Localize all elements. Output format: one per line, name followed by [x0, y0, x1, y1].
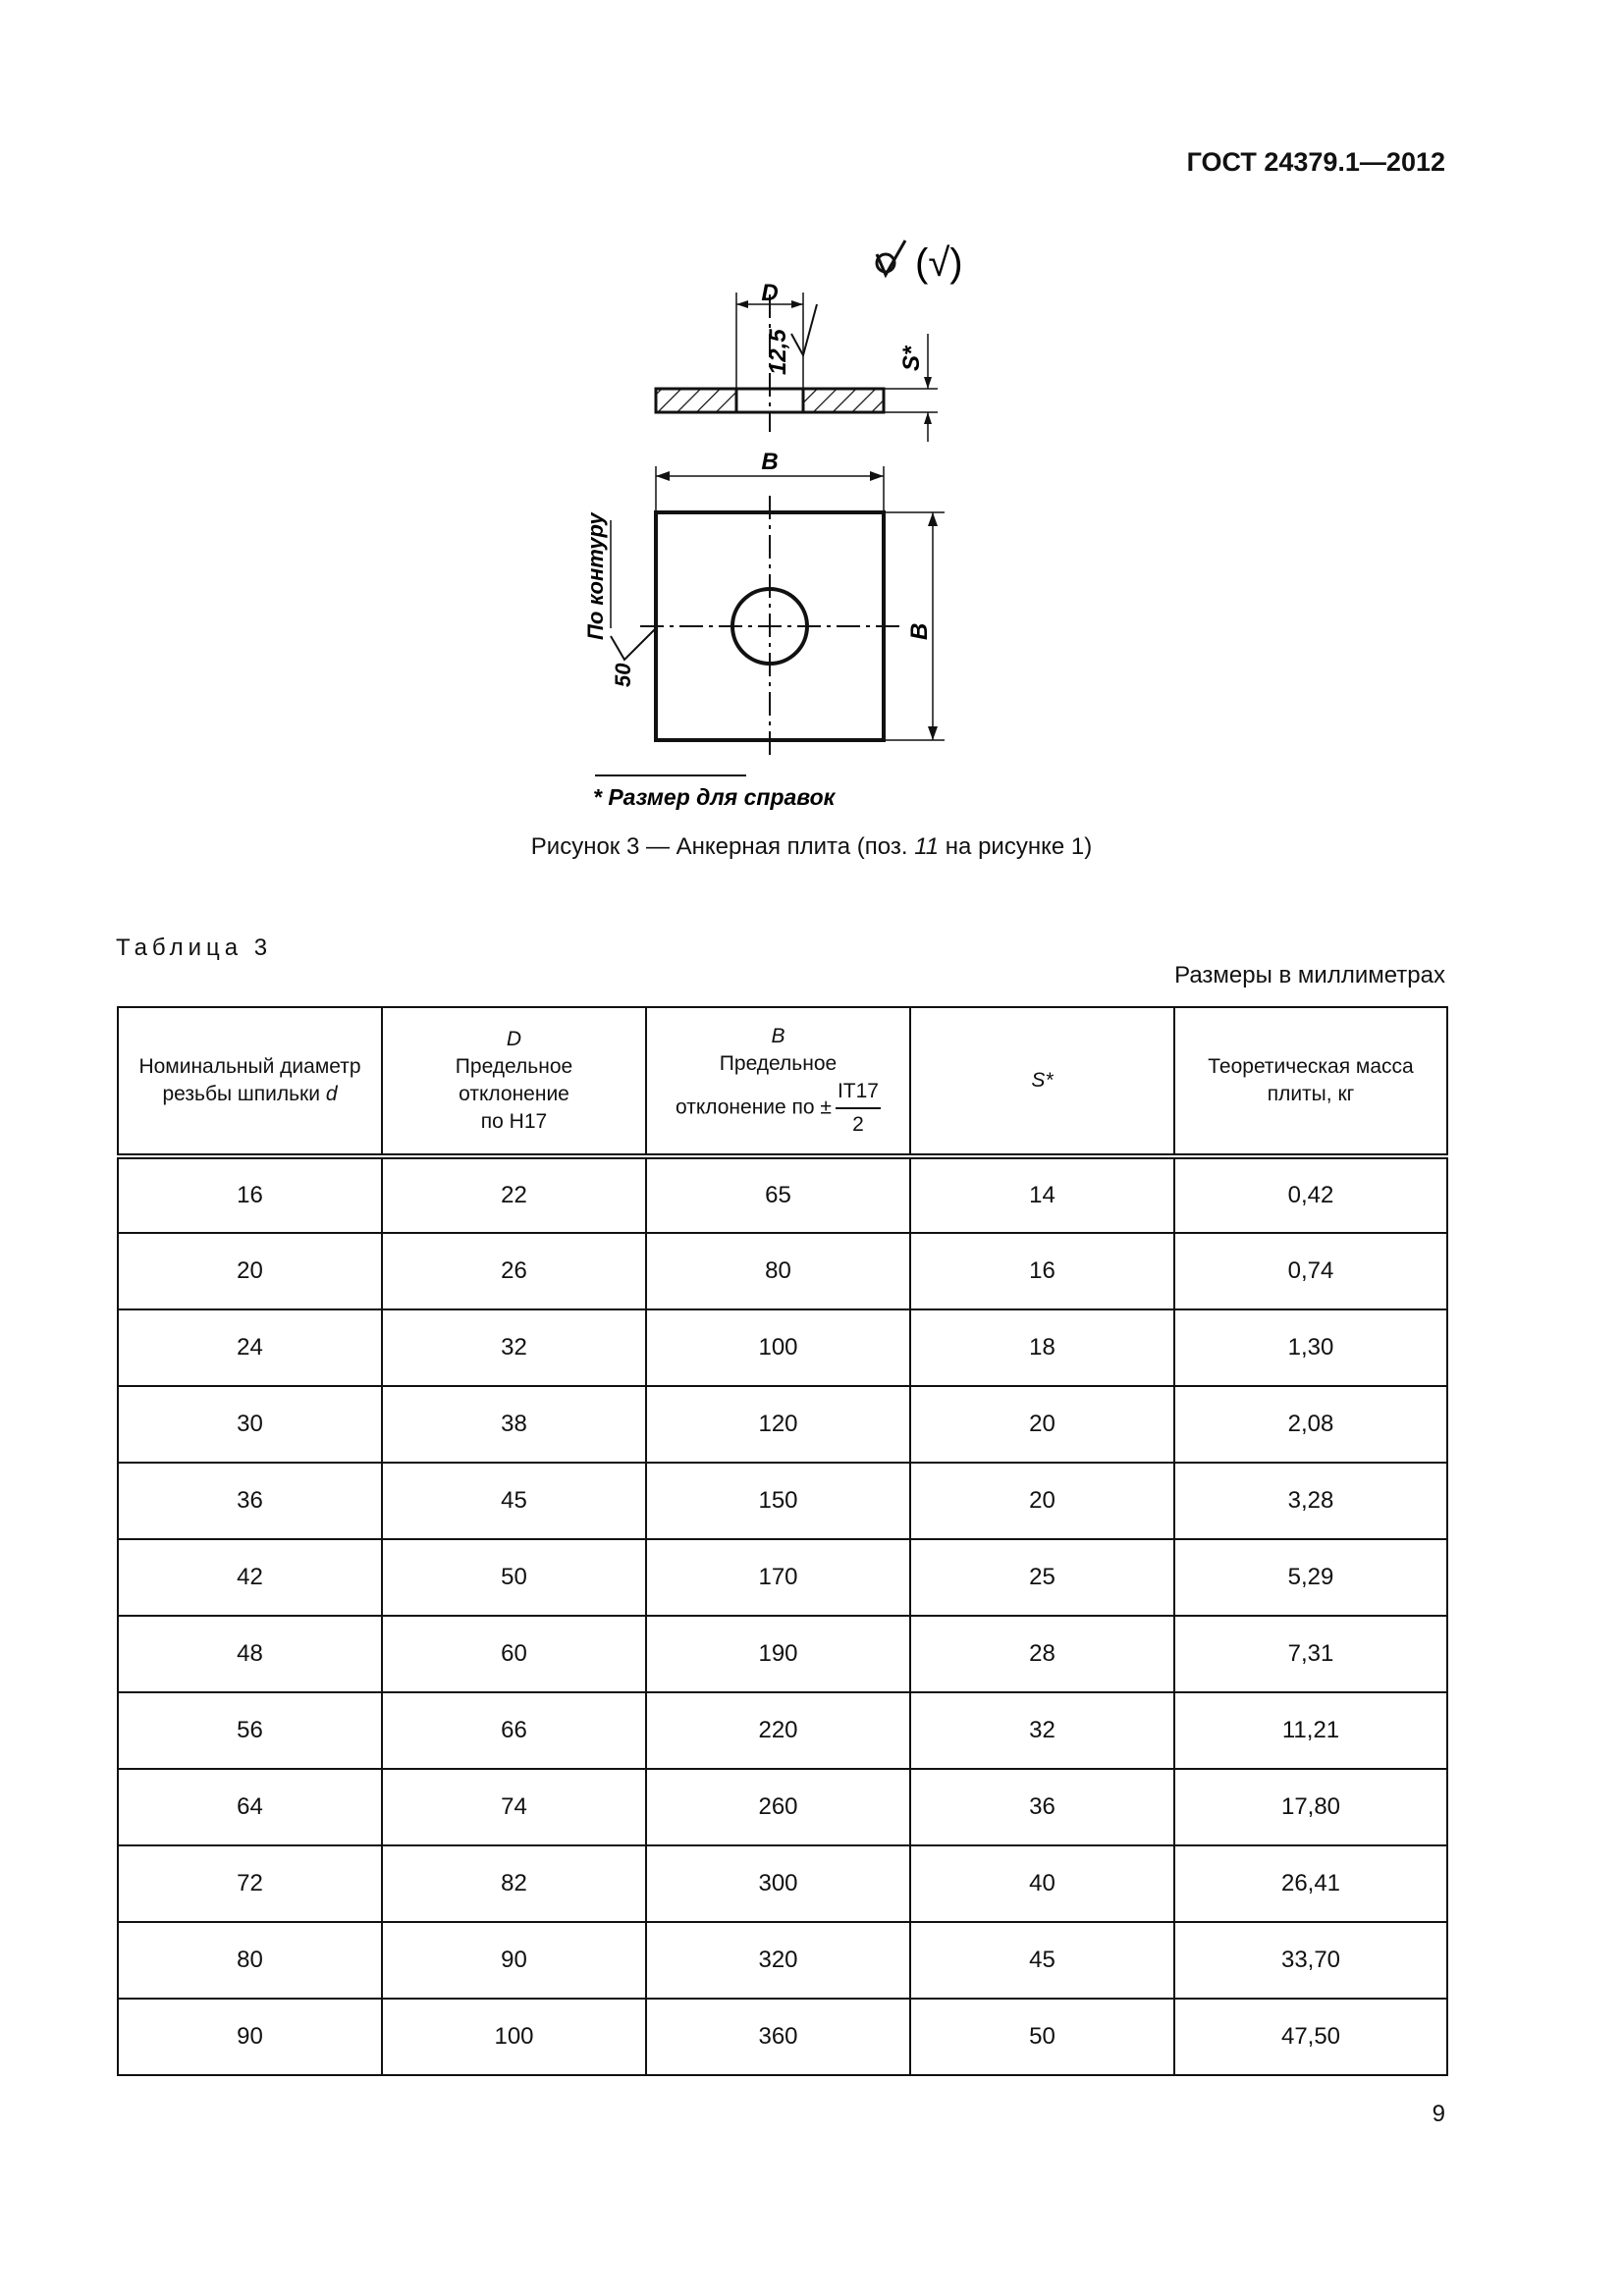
table-cell: 0,42: [1174, 1156, 1447, 1233]
table-cell: 20: [118, 1233, 382, 1309]
table-row: [118, 1769, 1447, 1845]
table-cell: 42: [118, 1539, 382, 1616]
table-cell: 50: [910, 1999, 1174, 2075]
table-cell: 26,41: [1174, 1845, 1447, 1922]
table-cell: 80: [118, 1922, 382, 1999]
dim-B-top: B: [761, 449, 779, 475]
table-header-row: [118, 1007, 1447, 1156]
dim-D: D: [761, 280, 779, 306]
table-cell: 2,08: [1174, 1386, 1447, 1463]
table-cell: 74: [382, 1769, 646, 1845]
dim-S: S*: [898, 346, 925, 371]
table-cell: 20: [910, 1386, 1174, 1463]
dim-B-side: B: [906, 622, 933, 640]
dim-roughness-hole: 12,5: [765, 329, 791, 375]
table-cell: 17,80: [1174, 1769, 1447, 1845]
table-cell: 20: [910, 1463, 1174, 1539]
table-cell: 100: [382, 1999, 646, 2075]
table-cell: 16: [910, 1233, 1174, 1309]
table-cell: 260: [646, 1769, 910, 1845]
table-label: Таблица 3: [116, 934, 273, 961]
table-cell: 25: [910, 1539, 1174, 1616]
plate-section-view: [656, 280, 938, 442]
table-units: Размеры в миллиметрах: [1174, 962, 1445, 988]
col-mass: Теоретическая масса плиты, кг: [1174, 1007, 1447, 1156]
table-cell: 32: [382, 1309, 646, 1386]
table-cell: 72: [118, 1845, 382, 1922]
col-nominal-diameter: Номинальный диаметр резьбы шпильки d: [118, 1007, 382, 1156]
table-cell: 16: [118, 1156, 382, 1233]
table-cell: 82: [382, 1845, 646, 1922]
table-cell: 360: [646, 1999, 910, 2075]
table-cell: 11,21: [1174, 1692, 1447, 1769]
table-row: [118, 1922, 1447, 1999]
table-row: [118, 1309, 1447, 1386]
table-cell: 120: [646, 1386, 910, 1463]
table-cell: 220: [646, 1692, 910, 1769]
table-row: [118, 1233, 1447, 1309]
table-cell: 14: [910, 1156, 1174, 1233]
table-cell: 170: [646, 1539, 910, 1616]
table-cell: 7,31: [1174, 1616, 1447, 1692]
roughness-general-icon: [877, 240, 905, 275]
table-cell: 65: [646, 1156, 910, 1233]
figure-caption: Рисунок 3 — Анкерная плита (поз. 11 на рисунке 1): [530, 833, 1093, 860]
anchor-plate-drawing: [0, 0, 1623, 825]
table-cell: 66: [382, 1692, 646, 1769]
dim-roughness-contour: 50: [611, 663, 635, 687]
table-cell: 40: [910, 1845, 1174, 1922]
table-row: [118, 1845, 1447, 1922]
contour-label: По контуру: [583, 512, 608, 640]
table-cell: 320: [646, 1922, 910, 1999]
table-cell: 38: [382, 1386, 646, 1463]
table-cell: 3,28: [1174, 1463, 1447, 1539]
table-cell: 32: [910, 1692, 1174, 1769]
table-row: [118, 1463, 1447, 1539]
table-cell: 26: [382, 1233, 646, 1309]
table-row: [118, 1156, 1447, 1233]
table-cell: 56: [118, 1692, 382, 1769]
table-cell: 60: [382, 1616, 646, 1692]
col-B: B Предельное отклонение по ± $\frac{IT17}{2}$: [646, 1007, 910, 1156]
table-cell: 30: [118, 1386, 382, 1463]
table-cell: 64: [118, 1769, 382, 1845]
table-cell: 33,70: [1174, 1922, 1447, 1999]
table-cell: 190: [646, 1616, 910, 1692]
table-cell: 50: [382, 1539, 646, 1616]
table-cell: 47,50: [1174, 1999, 1447, 2075]
table-cell: 100: [646, 1309, 910, 1386]
table-cell: 22: [382, 1156, 646, 1233]
col-S: S*: [910, 1007, 1174, 1156]
table-row: [118, 1692, 1447, 1769]
table-row: [118, 1539, 1447, 1616]
table-cell: 45: [382, 1463, 646, 1539]
page-number: 9: [1432, 2101, 1445, 2127]
plate-plan-view: [583, 449, 945, 756]
table-cell: 0,74: [1174, 1233, 1447, 1309]
table-row: [118, 1999, 1447, 2075]
table-cell: 28: [910, 1616, 1174, 1692]
table-cell: 90: [382, 1922, 646, 1999]
table-cell: 300: [646, 1845, 910, 1922]
table-cell: 36: [118, 1463, 382, 1539]
anchor-plate-table: [117, 1006, 1448, 2076]
table-cell: 48: [118, 1616, 382, 1692]
table-cell: 80: [646, 1233, 910, 1309]
table-cell: 18: [910, 1309, 1174, 1386]
table-cell: 45: [910, 1922, 1174, 1999]
table-cell: 1,30: [1174, 1309, 1447, 1386]
table-cell: 24: [118, 1309, 382, 1386]
col-D: D Предельное отклонение по Н17: [382, 1007, 646, 1156]
table-row: [118, 1616, 1447, 1692]
document-number: ГОСТ 24379.1—2012: [1186, 147, 1445, 177]
table-cell: 90: [118, 1999, 382, 2075]
table-cell: 150: [646, 1463, 910, 1539]
table-cell: 5,29: [1174, 1539, 1447, 1616]
table-row: [118, 1386, 1447, 1463]
table-cell: 36: [910, 1769, 1174, 1845]
roughness-note: (√): [915, 241, 963, 285]
reference-note: * Размер для справок: [593, 784, 836, 810]
